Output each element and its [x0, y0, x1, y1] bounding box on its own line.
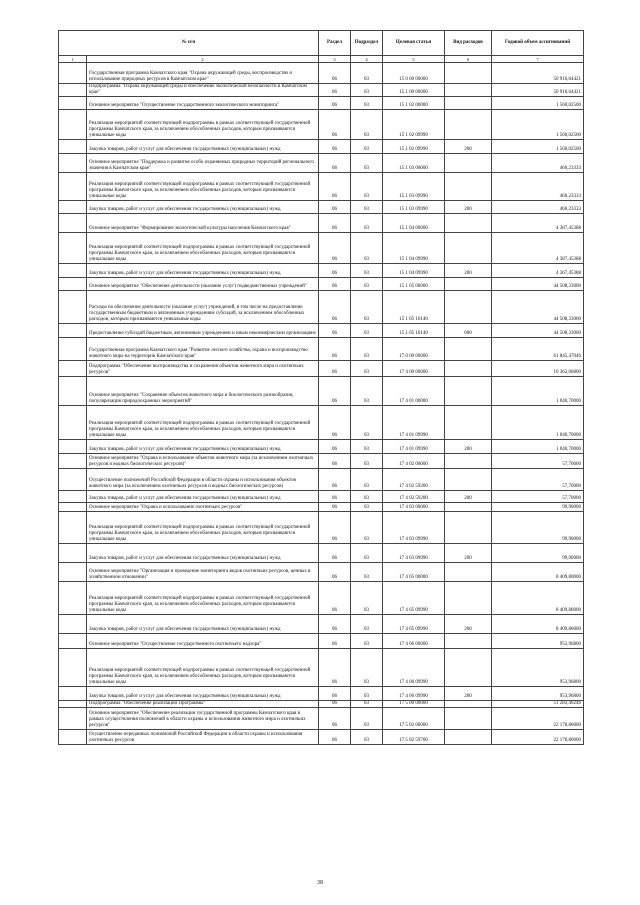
row-name-cell: Реализация мероприятий соответствующей подпрограммы в рамках соответствующей государственной программы Камчатского края, за исключением обособленных расходов, которым присваиваются уникальные коды — [87, 582, 319, 615]
row-section-cell: 06 — [319, 338, 351, 361]
row-name-cell: Реализация мероприятий соответствующей подпрограммы в рамках соответствующей государственной программы Камчатского края, за исключением обособленных расходов, которым присваиваются уникальные коды — [87, 110, 319, 140]
column-number: 1 — [59, 56, 87, 63]
row-subsection-cell: 03 — [351, 563, 383, 582]
row-expense-type-cell — [445, 708, 492, 730]
row-section-cell: 06 — [319, 110, 351, 140]
row-index-cell — [59, 84, 87, 97]
row-target-article-cell: 17 4 03 09990 — [383, 512, 445, 544]
row-section-cell: 06 — [319, 634, 351, 649]
row-expense-type-cell: 200 — [445, 201, 492, 214]
row-section-cell: 06 — [319, 140, 351, 154]
row-subsection-cell: 03 — [351, 687, 383, 701]
row-target-article-cell: 17 4 01 09990 — [383, 406, 445, 440]
row-amount-cell: 99,90000 — [492, 512, 584, 544]
row-name-cell: Закупка товаров, работ и услуг для обеспечения государственных (муниципальных) нужд — [87, 201, 319, 214]
row-amount-cell: 57,70000 — [492, 454, 584, 469]
row-section-cell: 06 — [319, 503, 351, 512]
row-expense-type-cell — [445, 338, 492, 361]
row-section-cell: 06 — [319, 440, 351, 454]
row-index-cell — [59, 454, 87, 469]
row-section-cell: 06 — [319, 406, 351, 440]
row-section-cell: 06 — [319, 649, 351, 687]
row-amount-cell: 1 560,02500 — [492, 97, 584, 110]
row-amount-cell: 22 178,80000 — [492, 708, 584, 730]
row-amount-cell: 22 178,80000 — [492, 730, 584, 745]
row-name-cell: Реализация мероприятий соответствующей подпрограммы в рамках соответствующей государственной программы Камчатского края, за исключением обособленных расходов, которым присваиваются уникальные коды — [87, 173, 319, 201]
row-subsection-cell: 03 — [351, 634, 383, 649]
column-number: 6 — [445, 56, 492, 63]
row-target-article-cell: 15 1 02 00000 — [383, 97, 445, 110]
row-amount-cell: 1 040,70000 — [492, 440, 584, 454]
page-number: 38 — [317, 880, 323, 886]
row-section-cell: 06 — [319, 469, 351, 491]
column-number: 4 — [351, 56, 383, 63]
row-amount-cell: 1 040,70000 — [492, 377, 584, 406]
column-number: 3 — [319, 56, 351, 63]
row-section-cell: 06 — [319, 173, 351, 201]
row-subsection-cell: 03 — [351, 377, 383, 406]
row-index-cell — [59, 544, 87, 563]
row-subsection-cell: 03 — [351, 406, 383, 440]
row-name-cell: Предоставление субсидий бюджетным, автономным учреждениям и иным некоммерческим организациям — [87, 324, 319, 338]
row-expense-type-cell — [445, 361, 492, 377]
row-index-cell — [59, 615, 87, 634]
row-name-cell: Основное мероприятие "Обеспечение реализации государственной программы Камчатского края в рамках осуществления полномочий в области охраны и использования животного мира и охотничьих ресурсов" — [87, 708, 319, 730]
row-section-cell: 06 — [319, 615, 351, 634]
row-subsection-cell: 03 — [351, 214, 383, 233]
row-subsection-cell: 03 — [351, 615, 383, 634]
row-index-cell — [59, 154, 87, 173]
row-target-article-cell: 17 4 06 09990 — [383, 649, 445, 687]
row-expense-type-cell — [445, 406, 492, 440]
row-amount-cell: 99,90000 — [492, 544, 584, 563]
row-section-cell: 06 — [319, 687, 351, 701]
row-index-cell — [59, 214, 87, 233]
row-index-cell — [59, 324, 87, 338]
row-target-article-cell: 17 4 01 09990 — [383, 440, 445, 454]
row-target-article-cell: 15 0 00 00000 — [383, 63, 445, 84]
row-subsection-cell: 03 — [351, 110, 383, 140]
row-expense-type-cell — [445, 110, 492, 140]
row-subsection-cell: 03 — [351, 140, 383, 154]
row-target-article-cell: 15 1 03 00000 — [383, 154, 445, 173]
row-target-article-cell: 17 5 02 00000 — [383, 708, 445, 730]
row-index-cell — [59, 469, 87, 491]
row-amount-cell: 953,96800 — [492, 634, 584, 649]
row-name-cell: Реализация мероприятий соответствующей подпрограммы в рамках соответствующей государственной программы Камчатского края, за исключением обособленных расходов, которым присваиваются уникальные коды — [87, 233, 319, 264]
row-subsection-cell: 03 — [351, 63, 383, 84]
table-row — [59, 491, 584, 503]
table-row — [59, 634, 584, 649]
row-index-cell — [59, 708, 87, 730]
row-target-article-cell: 15 1 04 00000 — [383, 214, 445, 233]
row-name-cell: Основное мероприятие "Обеспечение деятельности (оказание услуг) подведомственных учреждений" — [87, 278, 319, 291]
row-amount-cell: 1 560,02500 — [492, 140, 584, 154]
row-expense-type-cell: 600 — [445, 324, 492, 338]
row-subsection-cell: 03 — [351, 84, 383, 97]
row-subsection-cell: 03 — [351, 324, 383, 338]
row-name-cell: Осуществление полномочий Российской Федерации в области охраны и использования объектов животного мира (за исключением охотничьих ресурсов и водных биологических ресурсов) — [87, 469, 319, 491]
row-index-cell — [59, 582, 87, 615]
row-index-cell — [59, 440, 87, 454]
row-name-cell: Закупка товаров, работ и услуг для обеспечения государственных (муниципальных) нужд — [87, 615, 319, 634]
row-section-cell: 06 — [319, 214, 351, 233]
row-index-cell — [59, 264, 87, 278]
row-name-cell: Основное мероприятие "Осуществление государственного экологического мониторинга" — [87, 97, 319, 110]
row-expense-type-cell — [445, 97, 492, 110]
table-row — [59, 361, 584, 377]
row-amount-cell: 460,23333 — [492, 201, 584, 214]
row-expense-type-cell — [445, 701, 492, 708]
table-row — [59, 730, 584, 745]
row-target-article-cell: 17 4 01 00000 — [383, 377, 445, 406]
row-target-article-cell: 17 4 03 09990 — [383, 544, 445, 563]
row-name-cell: Подпрограмма "Обеспечение воспроизводства и сохранения объектов животного мира и охотничьих ресурсов" — [87, 361, 319, 377]
table-row — [59, 701, 584, 708]
table-row — [59, 264, 584, 278]
row-target-article-cell: 17 4 06 00000 — [383, 634, 445, 649]
row-name-cell: Реализация мероприятий соответствующей подпрограммы в рамках соответствующей государственной программы Камчатского края, за исключением обособленных расходов, которым присваиваются уникальные коды — [87, 512, 319, 544]
row-target-article-cell: 17 0 00 00000 — [383, 338, 445, 361]
row-amount-cell: 1 560,02500 — [492, 110, 584, 140]
table-row — [59, 110, 584, 140]
header-subsection: Подраздел — [351, 31, 383, 56]
row-section-cell: 06 — [319, 361, 351, 377]
table-row — [59, 154, 584, 173]
row-target-article-cell: 17 5 00 00000 — [383, 701, 445, 708]
row-target-article-cell: 17 4 05 09990 — [383, 582, 445, 615]
row-index-cell — [59, 278, 87, 291]
row-amount-cell: 50 916,64421 — [492, 84, 584, 97]
row-amount-cell: 57,70000 — [492, 469, 584, 491]
row-index-cell — [59, 377, 87, 406]
row-subsection-cell: 03 — [351, 233, 383, 264]
column-number: 7 — [492, 56, 584, 63]
table-row — [59, 454, 584, 469]
row-expense-type-cell — [445, 291, 492, 324]
row-section-cell: 06 — [319, 491, 351, 503]
row-index-cell — [59, 701, 87, 708]
row-expense-type-cell — [445, 503, 492, 512]
row-index-cell — [59, 97, 87, 110]
row-expense-type-cell — [445, 84, 492, 97]
row-index-cell — [59, 512, 87, 544]
row-name-cell: Основное мероприятие "Сохранение объектов животного мира и биологического разнообразия, популяризация природоохранных мероприятий" — [87, 377, 319, 406]
document-page — [58, 30, 583, 745]
row-index-cell — [59, 361, 87, 377]
row-section-cell: 06 — [319, 544, 351, 563]
row-target-article-cell: 17 4 02 59200 — [383, 491, 445, 503]
table-row — [59, 377, 584, 406]
row-expense-type-cell — [445, 173, 492, 201]
row-index-cell — [59, 63, 87, 84]
row-section-cell: 06 — [319, 324, 351, 338]
row-subsection-cell: 03 — [351, 701, 383, 708]
row-name-cell: Государственная программа Камчатского края "Охрана окружающей среды, воспроизводство и использование природных ресурсов в Камчатском крае" — [87, 63, 319, 84]
budget-table — [58, 30, 584, 745]
row-target-article-cell: 15 1 00 00000 — [383, 84, 445, 97]
row-amount-cell: 4 367,45388 — [492, 264, 584, 278]
row-index-cell — [59, 491, 87, 503]
row-index-cell — [59, 687, 87, 701]
row-section-cell: 06 — [319, 701, 351, 708]
table-row — [59, 512, 584, 544]
row-target-article-cell: 15 1 05 10140 — [383, 291, 445, 324]
header-number: № п/п — [59, 31, 319, 56]
row-section-cell: 06 — [319, 730, 351, 745]
row-target-article-cell: 17 5 02 59700 — [383, 730, 445, 745]
table-row — [59, 84, 584, 97]
row-amount-cell: 460,23333 — [492, 173, 584, 201]
row-target-article-cell: 17 4 02 59200 — [383, 469, 445, 491]
row-amount-cell: 44 508,33000 — [492, 291, 584, 324]
table-header-row — [59, 31, 584, 56]
row-expense-type-cell — [445, 454, 492, 469]
table-row — [59, 469, 584, 491]
row-name-cell: Основное мероприятие "Формирование экологической культуры населения Камчатского края" — [87, 214, 319, 233]
table-row — [59, 201, 584, 214]
table-row — [59, 63, 584, 84]
row-expense-type-cell: 200 — [445, 440, 492, 454]
row-expense-type-cell: 200 — [445, 544, 492, 563]
row-index-cell — [59, 173, 87, 201]
row-name-cell: Осуществление переданных полномочий Российской Федерации в области охраны и использования охотничьих ресурсов — [87, 730, 319, 745]
row-amount-cell: 8 409,80000 — [492, 582, 584, 615]
row-section-cell: 06 — [319, 154, 351, 173]
row-subsection-cell: 03 — [351, 291, 383, 324]
row-subsection-cell: 03 — [351, 97, 383, 110]
row-expense-type-cell: 200 — [445, 687, 492, 701]
row-section-cell: 06 — [319, 201, 351, 214]
row-name-cell: Расходы на обеспечение деятельности (оказание услуг) учреждений, в том числе на предоставление государственным бюджетным и автономным учреждениям субсидий, за исключением обособленных расходов, которым присваиваются уникальные коды — [87, 291, 319, 324]
row-amount-cell: 953,96800 — [492, 649, 584, 687]
row-name-cell: Подпрограмма "Обеспечение реализации Программы" — [87, 701, 319, 708]
row-subsection-cell: 03 — [351, 361, 383, 377]
row-target-article-cell: 15 1 02 09990 — [383, 110, 445, 140]
row-index-cell — [59, 406, 87, 440]
row-subsection-cell: 03 — [351, 708, 383, 730]
table-row — [59, 140, 584, 154]
table-row — [59, 563, 584, 582]
row-section-cell: 06 — [319, 377, 351, 406]
row-index-cell — [59, 201, 87, 214]
table-row — [59, 544, 584, 563]
row-amount-cell: 61 845,47046 — [492, 338, 584, 361]
row-amount-cell: 8 409,80000 — [492, 563, 584, 582]
row-section-cell: 06 — [319, 291, 351, 324]
row-subsection-cell: 03 — [351, 582, 383, 615]
row-name-cell: Закупка товаров, работ и услуг для обеспечения государственных (муниципальных) нужд — [87, 544, 319, 563]
row-subsection-cell: 03 — [351, 454, 383, 469]
row-target-article-cell: 17 4 03 00000 — [383, 503, 445, 512]
row-target-article-cell: 17 4 05 00000 — [383, 563, 445, 582]
table-row — [59, 173, 584, 201]
row-expense-type-cell — [445, 154, 492, 173]
row-target-article-cell: 15 1 04 09990 — [383, 264, 445, 278]
table-body — [59, 63, 584, 745]
row-index-cell — [59, 110, 87, 140]
row-section-cell: 06 — [319, 97, 351, 110]
row-subsection-cell: 03 — [351, 338, 383, 361]
row-amount-cell: 99,90000 — [492, 503, 584, 512]
row-expense-type-cell — [445, 377, 492, 406]
row-index-cell — [59, 649, 87, 687]
row-name-cell: Подпрограмма "Охрана окружающей среды и обеспечение экологической безопасности в Камчатском крае" — [87, 84, 319, 97]
row-subsection-cell: 03 — [351, 512, 383, 544]
row-target-article-cell: 15 1 05 10140 — [383, 324, 445, 338]
row-subsection-cell: 03 — [351, 469, 383, 491]
row-expense-type-cell — [445, 469, 492, 491]
row-target-article-cell: 15 1 03 09990 — [383, 173, 445, 201]
table-row — [59, 615, 584, 634]
row-expense-type-cell: 200 — [445, 491, 492, 503]
row-name-cell: Реализация мероприятий соответствующей подпрограммы в рамках соответствующей государственной программы Камчатского края, за исключением обособленных расходов, которым присваиваются уникальные коды — [87, 649, 319, 687]
row-subsection-cell: 03 — [351, 264, 383, 278]
header-section: Раздел — [319, 31, 351, 56]
row-index-cell — [59, 563, 87, 582]
row-section-cell: 06 — [319, 233, 351, 264]
table-row — [59, 233, 584, 264]
table-row — [59, 406, 584, 440]
row-subsection-cell: 03 — [351, 730, 383, 745]
row-name-cell: Реализация мероприятий соответствующей подпрограммы в рамках соответствующей государственной программы Камчатского края, за исключением обособленных расходов, которым присваиваются уникальные коды — [87, 406, 319, 440]
header-expense-type: Вид расходов — [445, 31, 492, 56]
row-target-article-cell: 15 1 05 00000 — [383, 278, 445, 291]
row-section-cell: 06 — [319, 582, 351, 615]
row-subsection-cell: 03 — [351, 201, 383, 214]
table-row — [59, 97, 584, 110]
row-amount-cell: 1 040,70000 — [492, 406, 584, 440]
row-expense-type-cell — [445, 233, 492, 264]
row-target-article-cell: 15 1 03 09990 — [383, 201, 445, 214]
row-index-cell — [59, 140, 87, 154]
table-row — [59, 291, 584, 324]
row-section-cell: 06 — [319, 264, 351, 278]
row-name-cell: Закупка товаров, работ и услуг для обеспечения государственных (муниципальных) нужд — [87, 491, 319, 503]
row-section-cell: 06 — [319, 63, 351, 84]
row-target-article-cell: 15 1 02 09990 — [383, 140, 445, 154]
row-name-cell: Государственная программа Камчатского края "Развитие лесного хозяйства, охрана и воспроизводство животного мира на территории Камчатского края" — [87, 338, 319, 361]
row-amount-cell: 4 387,45388 — [492, 233, 584, 264]
row-index-cell — [59, 338, 87, 361]
row-name-cell: Основное мероприятие "Осуществление государственного охотничьего надзора" — [87, 634, 319, 649]
row-name-cell: Закупка товаров, работ и услуг для обеспечения государственных (муниципальных) нужд — [87, 140, 319, 154]
row-expense-type-cell — [445, 582, 492, 615]
row-amount-cell: 50 916,64421 — [492, 63, 584, 84]
column-number-row — [59, 56, 584, 63]
row-subsection-cell: 03 — [351, 440, 383, 454]
row-amount-cell: 460,23333 — [492, 154, 584, 173]
row-expense-type-cell — [445, 214, 492, 233]
row-expense-type-cell — [445, 63, 492, 84]
table-row — [59, 687, 584, 701]
row-target-article-cell: 17 4 00 00000 — [383, 361, 445, 377]
row-subsection-cell: 03 — [351, 649, 383, 687]
row-expense-type-cell: 200 — [445, 615, 492, 634]
row-name-cell: Основное мероприятие "Охрана и использование объектов животного мира (за исключением охотничьих ресурсов и водных биологических ресурсов)" — [87, 454, 319, 469]
row-amount-cell: 10 362,06800 — [492, 361, 584, 377]
row-subsection-cell: 03 — [351, 491, 383, 503]
row-index-cell — [59, 634, 87, 649]
row-target-article-cell: 17 4 05 09990 — [383, 615, 445, 634]
table-row — [59, 708, 584, 730]
row-expense-type-cell — [445, 512, 492, 544]
row-section-cell: 06 — [319, 512, 351, 544]
row-expense-type-cell — [445, 649, 492, 687]
row-section-cell: 06 — [319, 278, 351, 291]
row-amount-cell: 44 508,33000 — [492, 278, 584, 291]
row-name-cell: Основное мероприятие "Охрана и использование охотничьих ресурсов" — [87, 503, 319, 512]
row-subsection-cell: 03 — [351, 278, 383, 291]
table-row — [59, 649, 584, 687]
row-target-article-cell: 17 4 02 00000 — [383, 454, 445, 469]
row-section-cell: 06 — [319, 84, 351, 97]
row-name-cell: Закупка товаров, работ и услуг для обеспечения государственных (муниципальных) нужд — [87, 687, 319, 701]
row-expense-type-cell — [445, 278, 492, 291]
row-amount-cell: 57,70000 — [492, 491, 584, 503]
row-expense-type-cell — [445, 634, 492, 649]
row-name-cell: Основное мероприятие "Поддержка и развитие особо охраняемых природных территорий регионального значения в Камчатском крае" — [87, 154, 319, 173]
table-row — [59, 582, 584, 615]
header-annual-amount: Годовой объем ассигнований — [492, 31, 584, 56]
row-name-cell: Закупка товаров, работ и услуг для обеспечения государственных (муниципальных) нужд — [87, 264, 319, 278]
row-expense-type-cell: 200 — [445, 140, 492, 154]
row-amount-cell: 51 283,40246 — [492, 701, 584, 708]
row-index-cell — [59, 233, 87, 264]
row-name-cell: Основное мероприятие "Организация и проведение мониторинга видов охотничьих ресурсов, ценных в хозяйственном отношении" — [87, 563, 319, 582]
table-row — [59, 440, 584, 454]
row-section-cell: 06 — [319, 708, 351, 730]
row-section-cell: 06 — [319, 454, 351, 469]
table-row — [59, 278, 584, 291]
row-index-cell — [59, 291, 87, 324]
row-expense-type-cell: 200 — [445, 264, 492, 278]
table-row — [59, 503, 584, 512]
row-section-cell: 06 — [319, 563, 351, 582]
row-subsection-cell: 03 — [351, 503, 383, 512]
row-amount-cell: 4 387,45388 — [492, 214, 584, 233]
table-row — [59, 214, 584, 233]
table-row — [59, 324, 584, 338]
column-number: 2 — [87, 56, 319, 63]
row-target-article-cell: 15 1 04 09990 — [383, 233, 445, 264]
row-amount-cell: 953,96800 — [492, 687, 584, 701]
row-name-cell: Закупка товаров, работ и услуг для обеспечения государственных (муниципальных) нужд — [87, 440, 319, 454]
row-expense-type-cell — [445, 563, 492, 582]
row-amount-cell: 8 409,80000 — [492, 615, 584, 634]
row-subsection-cell: 03 — [351, 544, 383, 563]
row-expense-type-cell — [445, 730, 492, 745]
row-amount-cell: 44 508,33000 — [492, 324, 584, 338]
row-subsection-cell: 03 — [351, 154, 383, 173]
row-target-article-cell: 17 4 06 09990 — [383, 687, 445, 701]
row-subsection-cell: 03 — [351, 173, 383, 201]
table-row — [59, 338, 584, 361]
column-number: 5 — [383, 56, 445, 63]
header-target-article: Целевая статья — [383, 31, 445, 56]
row-index-cell — [59, 503, 87, 512]
row-index-cell — [59, 730, 87, 745]
